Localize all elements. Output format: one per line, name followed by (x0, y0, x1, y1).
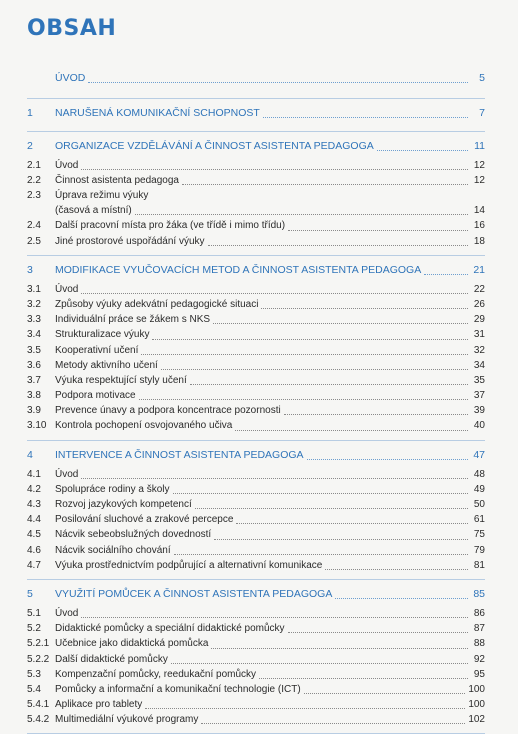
toc-chapter-row[interactable] (27, 586, 485, 602)
dot-leader (424, 273, 468, 275)
toc-chapter-row[interactable] (27, 262, 485, 278)
toc-entry-row[interactable] (27, 373, 485, 388)
toc-entry-row[interactable] (27, 652, 485, 667)
dot-leader (145, 707, 465, 709)
entry-number: 5.4 (27, 683, 41, 695)
entry-page-number: 40 (473, 420, 485, 432)
entry-title: Spolupráce rodiny a školy (55, 483, 170, 495)
dot-leader (259, 677, 468, 679)
entry-page-number: 12 (473, 160, 485, 171)
entry-title: Způsoby výuky adekvátní pedagogické situaci (55, 298, 259, 310)
entry-title: Kontrola pochopení osvojovaného učiva (55, 420, 233, 432)
toc-chapter-row[interactable] (27, 447, 485, 463)
entry-number: 4.6 (27, 544, 41, 556)
toc-entry-row[interactable] (27, 621, 485, 636)
toc-entry-row[interactable] (27, 697, 485, 712)
toc-entry-row[interactable] (27, 682, 485, 697)
toc-entry-row[interactable] (27, 358, 485, 373)
toc-entry-row[interactable] (27, 158, 485, 173)
toc-section (27, 132, 485, 256)
chapter-page-number: 21 (473, 263, 485, 276)
dot-leader (377, 149, 468, 151)
entry-number: 3.8 (27, 390, 41, 402)
entry-page-number: 48 (473, 468, 485, 480)
entry-page-number: 14 (473, 205, 485, 217)
entry-title: Nácvik sociálního chování (55, 544, 171, 556)
chapter-number: 5 (27, 587, 33, 600)
entry-number: 4.2 (27, 483, 41, 495)
entry-page-number: 37 (473, 390, 485, 402)
toc-entry-row[interactable] (27, 712, 485, 727)
entry-page-number: 100 (468, 683, 485, 695)
entry-number: 5.1 (27, 607, 41, 619)
toc-entry-row[interactable] (27, 418, 485, 433)
chapter-page-number: 11 (474, 140, 485, 152)
entry-page-number: 92 (473, 653, 485, 665)
entry-page-number: 29 (473, 314, 485, 326)
entry-title: Další didaktické pomůcky (55, 653, 168, 665)
entry-number: 3.1 (27, 283, 41, 295)
dot-leader (182, 183, 468, 185)
entry-page-number: 16 (473, 220, 485, 232)
toc-entry-row[interactable] (27, 467, 485, 482)
dot-leader (208, 244, 468, 246)
dot-leader (139, 398, 468, 400)
toc-section (27, 64, 485, 99)
entry-number: 5.3 (27, 668, 41, 680)
entry-number: 3.3 (27, 314, 41, 326)
entry-page-number: 86 (473, 607, 485, 619)
entry-title: Strukturalizace výuky (55, 329, 150, 341)
entry-number: 3.6 (27, 359, 41, 371)
entry-page-number: 34 (473, 359, 485, 371)
entry-number: 3.5 (27, 344, 41, 356)
entry-number: 3.7 (27, 374, 41, 386)
entry-page-number: 32 (473, 344, 485, 356)
dot-leader (81, 292, 468, 294)
chapter-title: NARUŠENÁ KOMUNIKAČNÍ SCHOPNOST (55, 107, 260, 119)
dot-leader (141, 353, 468, 355)
page-title: OBSAH (27, 16, 117, 41)
toc-entry-row[interactable] (27, 234, 485, 249)
dot-leader (152, 338, 468, 340)
entry-number: 4.4 (27, 514, 41, 526)
entry-page-number: 12 (473, 175, 485, 187)
dot-leader (325, 568, 468, 570)
entry-page-number: 26 (473, 298, 485, 310)
entry-page-number: 81 (473, 559, 485, 571)
entry-number: 4.3 (27, 499, 41, 510)
entry-page-number: 95 (473, 668, 485, 680)
entry-number: 3.4 (27, 329, 41, 341)
entry-page-number: 39 (473, 405, 485, 417)
dot-leader (304, 692, 466, 694)
entry-title: Rozvoj jazykových kompetencí (55, 499, 192, 510)
chapter-page-number: 5 (479, 72, 485, 84)
entry-title: Jiné prostorové uspořádání výuky (55, 235, 205, 247)
chapter-page-number: 47 (473, 448, 485, 461)
toc-entry-row[interactable] (27, 327, 485, 342)
entry-page-number: 79 (473, 544, 485, 556)
dot-leader (88, 81, 468, 83)
entry-title: Aplikace pro tablety (55, 699, 143, 711)
toc-entry-row[interactable] (27, 297, 485, 312)
entry-number: 4.1 (27, 468, 41, 480)
toc-entry-row[interactable] (27, 667, 485, 682)
entry-title: Úvod (55, 283, 79, 295)
toc-entry-row[interactable] (27, 312, 485, 327)
toc-entry-row[interactable] (27, 636, 485, 651)
dot-leader (236, 522, 468, 524)
dot-leader (335, 597, 468, 599)
toc-entry-row[interactable] (27, 558, 485, 573)
entry-title: Podpora motivace (55, 390, 136, 402)
entry-title-continuation-line (55, 203, 485, 218)
entry-page-number: 88 (473, 638, 485, 650)
dot-leader (173, 492, 468, 494)
dot-leader (174, 553, 468, 555)
chapter-number: 4 (27, 448, 33, 461)
dot-leader (201, 722, 465, 724)
entry-number: 3.9 (27, 405, 41, 417)
chapter-title: ÚVOD (55, 72, 86, 84)
entry-title: Úprava režimu výuky (55, 190, 149, 202)
dot-leader (307, 458, 468, 460)
entry-title: Prevence únavy a podpora koncentrace pozornosti (55, 405, 281, 417)
chapter-title: INTERVENCE A ČINNOST ASISTENTA PEDAGOGA (55, 448, 304, 461)
entry-number: 5.4.2 (27, 714, 50, 726)
dot-leader (211, 647, 468, 649)
entry-title: Kompenzační pomůcky, reedukační pomůcky (55, 668, 257, 680)
toc-section (27, 441, 485, 580)
dot-leader (190, 383, 468, 385)
dot-leader (288, 631, 468, 633)
chapter-number: 2 (27, 140, 33, 152)
entry-number: 2.2 (27, 175, 41, 187)
entry-number: 5.2.2 (27, 653, 50, 665)
entry-number: 2.4 (27, 220, 41, 232)
entry-number: 5.2 (27, 623, 41, 635)
entry-title: Činnost asistenta pedagoga (55, 175, 179, 187)
entry-page-number: 87 (473, 623, 485, 635)
dot-leader (81, 616, 468, 618)
chapter-number: 1 (27, 107, 33, 119)
entry-title: Výuka respektující styly učení (55, 374, 187, 386)
entry-page-number: 50 (473, 499, 485, 510)
entry-page-number: 22 (473, 283, 485, 295)
chapter-title: ORGANIZACE VZDĚLÁVÁNÍ A ČINNOST ASISTENTA PEDAGOGA (55, 140, 374, 152)
entry-number: 4.5 (27, 529, 41, 541)
entry-title: Úvod (55, 607, 79, 619)
dot-leader (81, 477, 468, 479)
toc-entry-row[interactable] (27, 218, 485, 233)
chapter-title: VYUŽITÍ POMŮCEK A ČINNOST ASISTENTA PEDAGOGA (55, 587, 333, 600)
chapter-page-number: 85 (473, 587, 485, 600)
entry-title: Individuální práce se žákem s NKS (55, 314, 211, 326)
entry-number: 2.1 (27, 160, 41, 171)
dot-leader (195, 507, 468, 509)
entry-page-number: 75 (473, 529, 485, 541)
entry-page-number: 49 (473, 483, 485, 495)
toc-chapter-row[interactable] (27, 70, 485, 86)
entry-number: 3.10 (27, 420, 47, 432)
entry-title: Nácvik sebeobslužných dovedností (55, 529, 212, 541)
dot-leader (135, 213, 468, 215)
toc-chapter-row[interactable] (27, 105, 485, 121)
toc-entry-row[interactable] (27, 512, 485, 527)
entry-title: Úvod (55, 160, 79, 171)
dot-leader (284, 413, 468, 415)
dot-leader (261, 307, 468, 309)
entry-title: Multimediální výukové programy (55, 714, 199, 726)
entry-title-wrap (55, 188, 485, 218)
toc-entry-row[interactable] (27, 403, 485, 418)
entry-page-number: 100 (468, 699, 485, 711)
entry-title: Posilování sluchové a zrakové percepce (55, 514, 234, 526)
entry-title: Výuka prostřednictvím podpůrující a alternativní komunikace (55, 559, 323, 571)
entry-title: Metody aktivního učení (55, 359, 158, 371)
entry-title-continuation: (časová a místní) (55, 205, 132, 217)
dot-leader (263, 116, 468, 118)
entry-number: 2.5 (27, 235, 41, 247)
entry-number: 5.4.1 (27, 699, 50, 711)
entry-page-number: 61 (473, 514, 485, 526)
dot-leader (288, 229, 468, 231)
entry-page-number: 31 (473, 329, 485, 341)
toc-entry-row[interactable] (27, 343, 485, 358)
dot-leader (214, 538, 468, 540)
toc-chapter-row[interactable] (27, 138, 485, 154)
toc-entry-row[interactable] (27, 606, 485, 621)
dot-leader (213, 322, 468, 324)
entry-title: Pomůcky a informační a komunikační technologie (ICT) (55, 683, 301, 695)
entry-page-number: 35 (473, 374, 485, 386)
chapter-title: MODIFIKACE VYUČOVACÍCH METOD A ČINNOST ASISTENTA PEDAGOGA (55, 263, 422, 276)
entry-number: 4.7 (27, 559, 41, 571)
entry-page-number: 102 (468, 714, 485, 726)
entry-title: Kooperativní učení (55, 344, 139, 356)
entry-number: 5.2.1 (27, 638, 50, 650)
toc-entry-row[interactable] (27, 497, 485, 512)
toc-entry-row[interactable] (27, 388, 485, 403)
entry-title: Didaktické pomůcky a speciální didaktické pomůcky (55, 623, 285, 635)
entry-title: Další pracovní místa pro žáka (ve třídě i mimo třídu) (55, 220, 286, 232)
entry-number: 2.3 (27, 190, 41, 202)
toc-entry-row[interactable] (27, 543, 485, 558)
toc-section (27, 99, 485, 132)
toc-section (27, 580, 485, 734)
toc-entry-row[interactable] (27, 173, 485, 188)
toc-entry-row[interactable] (27, 188, 485, 218)
chapter-page-number: 7 (479, 107, 485, 119)
entry-title: Úvod (55, 468, 79, 480)
dot-leader (235, 429, 468, 431)
chapter-number: 3 (27, 263, 33, 276)
dot-leader (171, 662, 468, 664)
dot-leader (81, 168, 468, 170)
entry-number: 3.2 (27, 298, 41, 310)
toc-section (27, 256, 485, 441)
entry-page-number: 18 (473, 235, 485, 247)
table-of-contents (27, 64, 485, 734)
dot-leader (161, 368, 468, 370)
toc-entry-row[interactable] (27, 482, 485, 497)
entry-title: Učebnice jako didaktická pomůcka (55, 638, 209, 650)
toc-entry-row[interactable] (27, 527, 485, 542)
toc-entry-row[interactable] (27, 282, 485, 297)
